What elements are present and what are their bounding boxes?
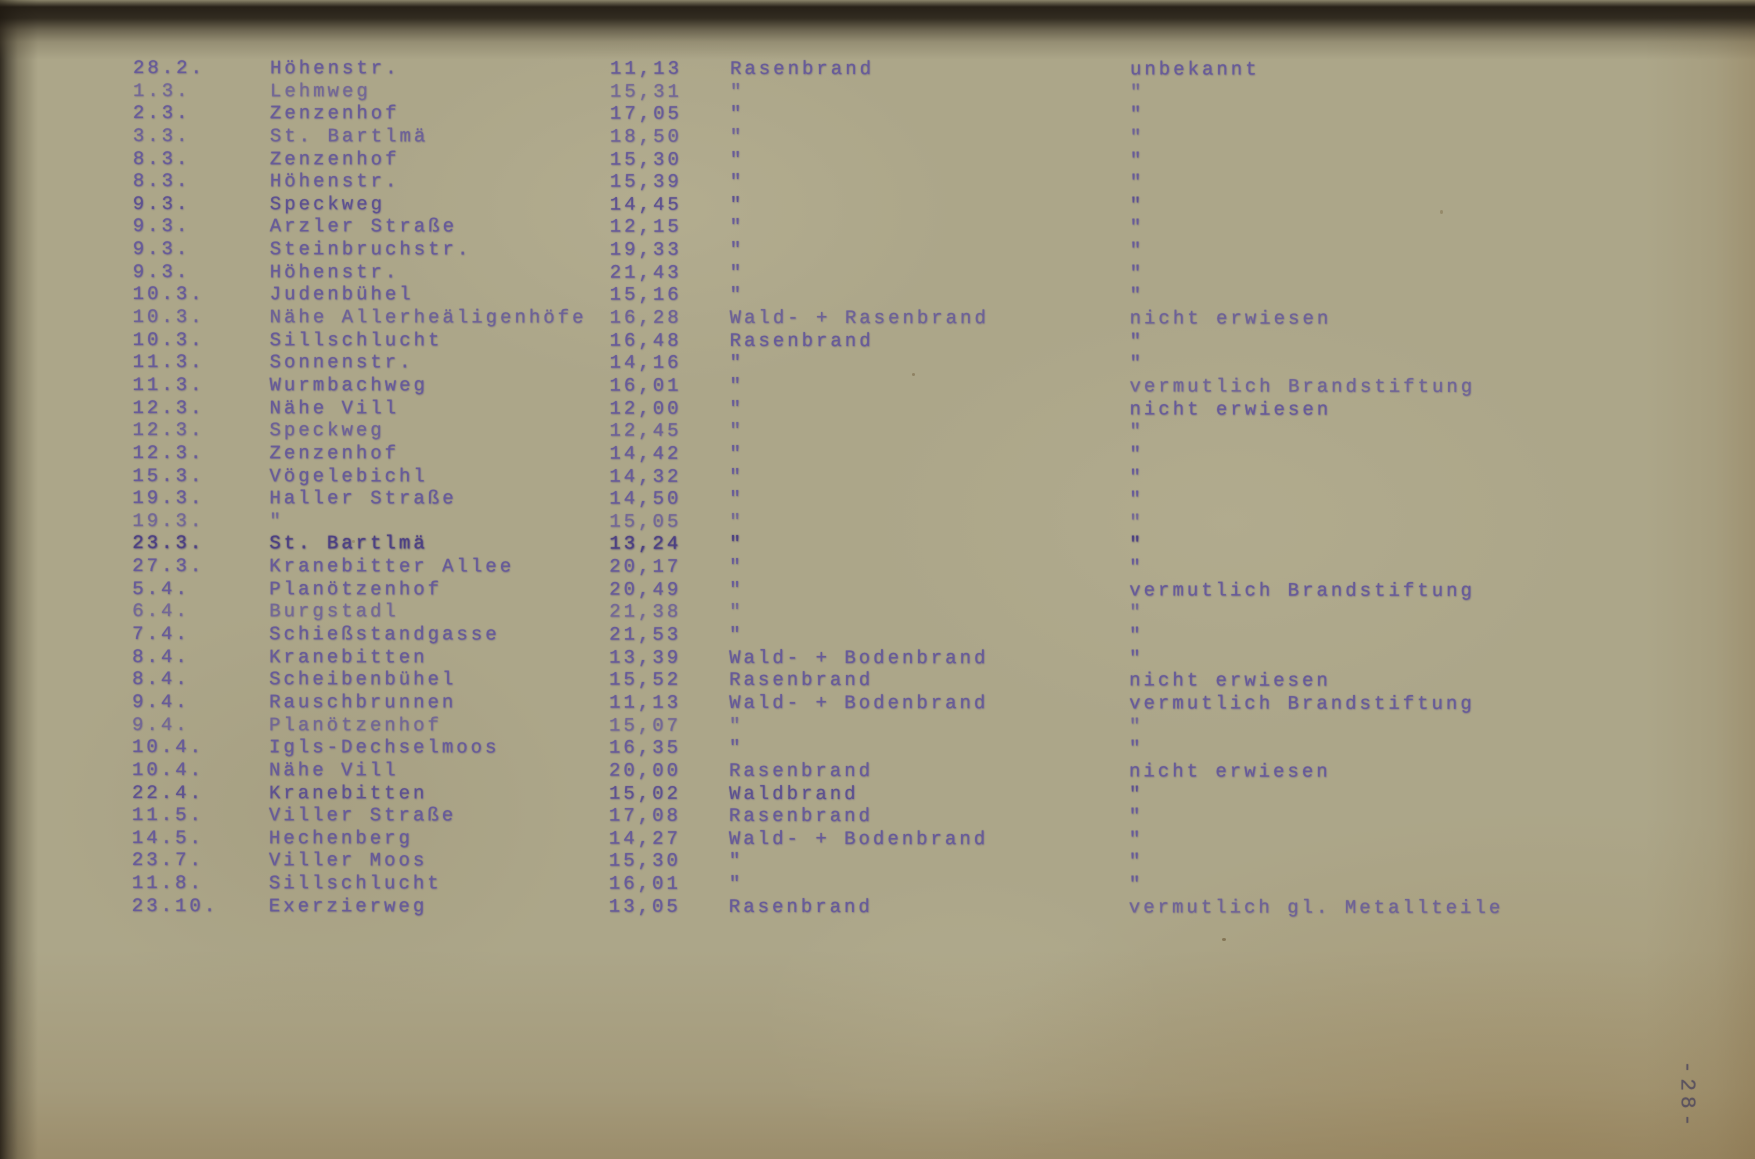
- paper-speck: [1222, 938, 1226, 941]
- cell-fire-type: ": [729, 442, 744, 465]
- cell-fire-type: Wald- + Bodenbrand: [729, 646, 989, 669]
- cell-location: Sillschlucht: [269, 328, 443, 352]
- cell-time: 15,30: [609, 148, 682, 171]
- table-row: [132, 781, 1722, 806]
- cell-location: Kranebitten: [268, 781, 428, 804]
- cell-date: 8.4.: [132, 645, 190, 668]
- cell-location: Schießstandgasse: [269, 623, 500, 646]
- cell-time: 20,17: [609, 555, 682, 578]
- cell-fire-type: ": [729, 148, 745, 171]
- cell-time: 15,31: [609, 80, 682, 103]
- cell-fire-type: ": [729, 261, 745, 284]
- cell-fire-type: ": [729, 555, 744, 578]
- table-row: [132, 804, 1722, 829]
- cell-cause: ": [1129, 352, 1144, 375]
- cell-location: Planötzenhof: [269, 577, 443, 601]
- cell-cause: ": [1129, 126, 1145, 149]
- cell-time: 15,16: [609, 284, 682, 307]
- table-row: [132, 736, 1722, 761]
- cell-date: 12.3.: [132, 396, 205, 419]
- cell-cause: ": [1129, 81, 1145, 104]
- cell-date: 7.4.: [132, 623, 190, 646]
- cell-time: 14,32: [609, 465, 682, 488]
- cell-location: Höhenstr.: [269, 170, 400, 193]
- cell-time: 16,35: [609, 736, 682, 759]
- table-row: [133, 261, 1723, 286]
- cell-fire-type: ": [729, 465, 744, 488]
- cell-cause: ": [1129, 533, 1144, 556]
- cell-location: Igls-Dechselmoos: [269, 736, 500, 759]
- table-row: [133, 193, 1723, 218]
- cell-date: 11.3.: [132, 351, 205, 374]
- cell-location: Sillschlucht: [268, 872, 442, 895]
- cell-location: Zenzenhof: [269, 147, 400, 170]
- cell-fire-type: ": [729, 125, 745, 148]
- cell-date: 10.3.: [132, 328, 205, 351]
- cell-time: 11,13: [609, 691, 682, 714]
- cell-fire-type: ": [729, 352, 744, 375]
- cell-fire-type: ": [728, 850, 744, 873]
- cell-date: 3.3.: [132, 124, 191, 148]
- cell-fire-type: ": [729, 397, 744, 420]
- cell-date: 10.4.: [131, 758, 205, 781]
- cell-fire-type: Rasenbrand: [729, 669, 874, 692]
- table-row: [133, 306, 1723, 331]
- cell-fire-type: ": [729, 578, 744, 601]
- cell-date: 1.3.: [132, 79, 191, 102]
- cell-fire-type: Waldbrand: [728, 782, 859, 805]
- cell-cause: ": [1129, 443, 1144, 466]
- cell-time: 16,28: [609, 306, 682, 329]
- table-row: [132, 465, 1722, 490]
- table-row: [133, 351, 1723, 376]
- cell-cause: ": [1129, 556, 1144, 579]
- cell-location: Haller Straße: [269, 487, 457, 510]
- cell-location: Kranebitten: [269, 645, 428, 669]
- cell-location: Lehmweg: [269, 79, 371, 102]
- cell-date: 9.3.: [132, 260, 191, 283]
- cell-location: Speckweg: [269, 419, 385, 442]
- cell-fire-type: ": [728, 872, 744, 895]
- table-row: [133, 102, 1723, 127]
- cell-time: 21,38: [609, 601, 682, 624]
- table-row: [132, 397, 1722, 422]
- cell-fire-type: ": [729, 171, 745, 194]
- cell-date: 12.3.: [132, 441, 205, 464]
- cell-location: Arzler Straße: [269, 215, 458, 238]
- cell-cause: ": [1129, 194, 1145, 217]
- cell-cause: nicht erwiesen: [1129, 307, 1332, 330]
- cell-time: 11,13: [609, 57, 683, 80]
- cell-time: 12,00: [609, 397, 682, 420]
- cell-fire-type: ": [729, 80, 745, 103]
- cell-date: 19.3.: [132, 509, 205, 532]
- cell-cause: ": [1129, 171, 1145, 194]
- table-row: [133, 374, 1723, 399]
- table-row: [133, 170, 1723, 195]
- cell-date: 23.7.: [131, 849, 204, 872]
- cell-time: 14,42: [609, 442, 682, 465]
- table-row: [132, 555, 1722, 580]
- cell-date: 6.4.: [132, 600, 190, 623]
- cell-cause: nicht erwiesen: [1129, 398, 1332, 421]
- cell-cause: ": [1129, 262, 1145, 285]
- cell-cause: ": [1129, 330, 1145, 353]
- cell-location: Höhenstr.: [269, 260, 400, 284]
- page-number: -28-: [1674, 1060, 1698, 1132]
- cell-location: Sonnenstr.: [269, 351, 414, 374]
- cell-cause: ": [1129, 647, 1144, 670]
- cell-date: 8.4.: [132, 668, 190, 691]
- cell-cause: ": [1128, 782, 1144, 805]
- table-row: [132, 487, 1722, 512]
- cell-time: 12,15: [609, 216, 682, 239]
- cell-location: Viller Moos: [268, 849, 428, 872]
- cell-cause: ": [1129, 624, 1144, 647]
- cell-cause: vermutlich Brandstiftung: [1129, 692, 1475, 715]
- cell-fire-type: ": [729, 510, 744, 533]
- cell-date: 11.5.: [131, 804, 204, 827]
- table-row: [133, 57, 1723, 82]
- table-row: [133, 329, 1723, 354]
- cell-location: Nähe Allerheäligenhöfe: [269, 306, 587, 329]
- table-row: [132, 419, 1722, 444]
- table-row: [133, 80, 1723, 105]
- cell-location: Viller Straße: [268, 804, 457, 827]
- cell-location: Steinbruchstr.: [269, 238, 472, 261]
- cell-location: Scheibenbühel: [269, 668, 457, 691]
- cell-date: 28.2.: [132, 57, 206, 80]
- cell-location: Zenzenhof: [269, 102, 400, 125]
- cell-date: 11.3.: [132, 373, 205, 397]
- table-row: [132, 827, 1722, 852]
- cell-cause: unbekannt: [1129, 58, 1260, 81]
- cell-cause: ": [1129, 465, 1144, 488]
- table-row: [133, 238, 1723, 263]
- cell-location: Wurmbachweg: [269, 374, 428, 397]
- cell-cause: ": [1129, 239, 1145, 262]
- cell-cause: ": [1129, 488, 1144, 511]
- table-row: [132, 532, 1722, 557]
- cell-fire-type: Rasenbrand: [728, 895, 873, 918]
- cell-time: 14,27: [608, 827, 681, 850]
- cell-time: 18,50: [609, 125, 682, 148]
- cell-time: 20,00: [608, 759, 682, 782]
- cell-date: 10.3.: [132, 283, 205, 306]
- cell-fire-type: ": [729, 623, 744, 646]
- cell-date: 19.3.: [132, 487, 205, 510]
- table-row: [132, 872, 1722, 897]
- cell-location: Höhenstr.: [269, 57, 400, 80]
- cell-cause: ": [1129, 284, 1145, 307]
- table-row: [132, 442, 1722, 467]
- cell-date: 9.3.: [132, 238, 191, 261]
- cell-time: 14,45: [609, 193, 682, 216]
- cell-date: 10.4.: [132, 736, 205, 759]
- cell-time: 13,39: [609, 646, 682, 669]
- cell-date: 9.3.: [132, 192, 191, 215]
- cell-time: 13,05: [608, 895, 681, 918]
- table-row: [132, 646, 1722, 671]
- table-row: [133, 125, 1723, 150]
- table-row: [132, 510, 1722, 535]
- cell-time: 12,45: [609, 419, 682, 443]
- cell-fire-type: ": [729, 103, 745, 126]
- cell-location: Exerzierweg: [268, 894, 428, 918]
- cell-location: Kranebitter Allee: [269, 555, 515, 578]
- cell-cause: ": [1128, 805, 1144, 828]
- cell-date: 8.3.: [132, 170, 191, 193]
- cell-date: 12.3.: [132, 419, 205, 442]
- cell-date: 23.3.: [132, 532, 205, 555]
- cell-time: 14,16: [609, 351, 682, 375]
- table-row: [132, 895, 1722, 920]
- cell-time: 16,01: [608, 872, 681, 895]
- cell-fire-type: Rasenbrand: [728, 804, 873, 828]
- cell-fire-type: ": [729, 374, 744, 397]
- cell-cause: ": [1129, 420, 1144, 443]
- cell-location: Planötzenhof: [269, 713, 442, 737]
- cell-fire-type: Rasenbrand: [729, 329, 874, 352]
- cell-time: 15,05: [609, 510, 682, 533]
- table-row: [132, 600, 1722, 625]
- cell-cause: ": [1128, 850, 1144, 873]
- cell-cause: nicht erwiesen: [1129, 669, 1331, 692]
- table-row: [133, 215, 1723, 240]
- cell-date: 23.10.: [131, 894, 219, 917]
- cell-fire-type: Wald- + Rasenbrand: [729, 306, 989, 330]
- cell-location: Hechenberg: [268, 826, 413, 850]
- cell-time: 21,43: [609, 261, 682, 284]
- table-row: [133, 283, 1723, 308]
- cell-cause: vermutlich Brandstiftung: [1129, 579, 1475, 602]
- cell-date: 9.3.: [132, 215, 191, 238]
- cell-fire-type: ": [729, 420, 744, 443]
- cell-time: 16,48: [609, 329, 682, 352]
- cell-fire-type: ": [729, 193, 745, 216]
- cell-date: 27.3.: [132, 555, 205, 578]
- cell-fire-type: ": [729, 238, 745, 261]
- cell-location: Zenzenhof: [269, 442, 400, 465]
- cell-cause: nicht erwiesen: [1128, 760, 1331, 783]
- cell-time: 15,30: [608, 850, 681, 873]
- cell-cause: ": [1129, 148, 1145, 171]
- cell-fire-type: Wald- + Bodenbrand: [728, 827, 989, 850]
- cell-fire-type: ": [729, 216, 745, 239]
- cell-fire-type: Rasenbrand: [728, 759, 874, 782]
- cell-date: 22.4.: [131, 781, 205, 804]
- cell-fire-type: Rasenbrand: [729, 57, 875, 81]
- table-row: [132, 759, 1722, 784]
- cell-location: Judenbühel: [269, 283, 414, 306]
- cell-location: Vögelebichl: [269, 464, 428, 487]
- cell-cause: vermutlich gl. Metallteile: [1128, 896, 1504, 919]
- cell-date: 8.3.: [132, 147, 191, 170]
- cell-cause: ": [1129, 103, 1145, 126]
- cell-location: Burgstadl: [269, 600, 399, 623]
- cell-location: ": [269, 510, 284, 533]
- cell-cause: ": [1129, 216, 1145, 239]
- cell-fire-type: ": [729, 533, 744, 556]
- cell-location: Rauschbrunnen: [269, 691, 457, 714]
- cell-cause: vermutlich Brandstiftung: [1129, 375, 1476, 398]
- cell-time: 15,07: [609, 714, 682, 737]
- table-row: [132, 714, 1722, 739]
- cell-cause: ": [1128, 828, 1144, 851]
- table-row: [132, 623, 1722, 648]
- fire-log-table: [132, 57, 1723, 920]
- cell-cause: ": [1129, 601, 1144, 624]
- cell-time: 17,08: [608, 804, 681, 827]
- cell-time: 17,05: [609, 102, 682, 126]
- table-row: [133, 148, 1723, 173]
- table-row: [132, 578, 1722, 603]
- cell-time: 20,49: [609, 578, 682, 601]
- cell-date: 2.3.: [132, 102, 191, 125]
- cell-date: 9.4.: [132, 690, 190, 714]
- cell-time: 19,33: [609, 238, 682, 261]
- cell-date: 11.8.: [131, 872, 204, 895]
- cell-time: 13,24: [609, 533, 682, 556]
- cell-fire-type: ": [729, 284, 745, 307]
- cell-location: Nähe Vill: [269, 396, 400, 419]
- cell-cause: ": [1129, 737, 1144, 760]
- cell-location: St. Bartlmä: [269, 125, 429, 148]
- cell-cause: ": [1128, 873, 1144, 896]
- table-row: [132, 691, 1722, 716]
- cell-cause: ": [1129, 511, 1144, 534]
- cell-time: 15,02: [608, 782, 682, 805]
- cell-time: 21,53: [609, 623, 682, 646]
- table-row: [132, 849, 1722, 874]
- cell-location: St. Bartlmä: [269, 532, 428, 555]
- cell-location: Nähe Vill: [268, 759, 399, 782]
- cell-fire-type: ": [729, 488, 744, 511]
- cell-date: 10.3.: [132, 306, 205, 329]
- cell-fire-type: ": [729, 737, 744, 760]
- cell-location: Speckweg: [269, 193, 386, 216]
- cell-date: 14.5.: [131, 826, 204, 849]
- cell-time: 14,50: [609, 487, 682, 510]
- cell-time: 16,01: [609, 374, 682, 397]
- table-row: [132, 668, 1722, 693]
- cell-fire-type: ": [729, 714, 744, 737]
- cell-date: 5.4.: [132, 577, 190, 600]
- cell-fire-type: Wald- + Bodenbrand: [729, 691, 989, 715]
- cell-fire-type: ": [729, 601, 744, 624]
- cell-date: 9.4.: [132, 713, 190, 736]
- cell-time: 15,39: [609, 170, 682, 193]
- cell-time: 15,52: [609, 668, 682, 692]
- cell-date: 15.3.: [132, 464, 205, 487]
- cell-cause: ": [1129, 714, 1144, 737]
